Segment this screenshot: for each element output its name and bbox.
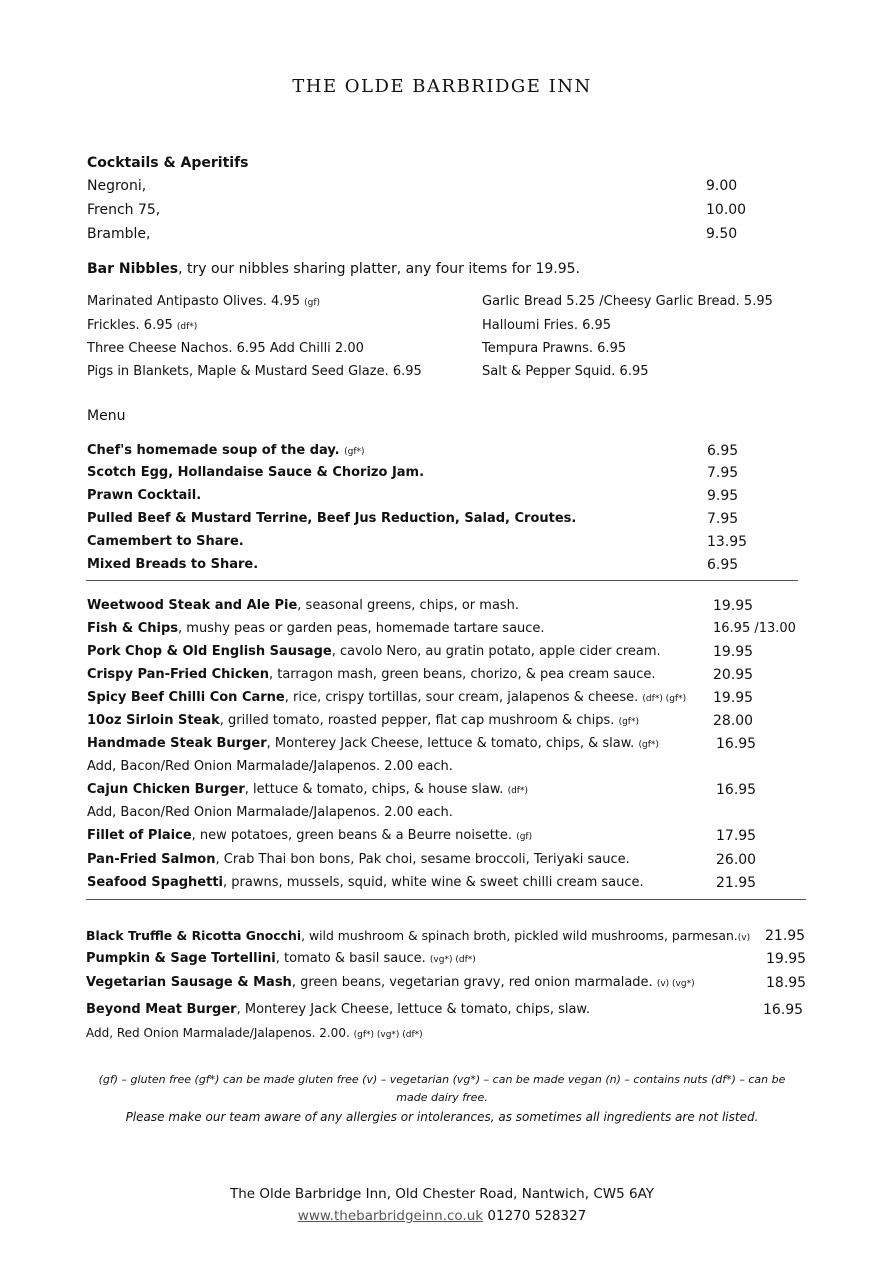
starter-item: Prawn Cocktail. — [87, 488, 202, 503]
veg-price: 21.95 — [765, 928, 806, 944]
cocktail-price: 10.00 — [706, 202, 747, 218]
main-item: Fish & Chips, mushy peas or garden peas, homemade tartare sauce. — [87, 621, 545, 636]
footer-address: The Olde Barbridge Inn, Old Chester Road, Nantwich, CW5 6AY — [229, 1186, 655, 1202]
starter-price: 6.95 — [707, 443, 739, 459]
starter-item: Chef's homemade soup of the day. (gf*) — [87, 443, 365, 458]
allergen-legend: (gf) – gluten free (gf*) can be made gluten free (v) – vegetarian (vg*) – can be made vegan (n) – contains nuts (df*) – can be — [98, 1073, 786, 1086]
starter-price: 9.95 — [707, 488, 739, 504]
main-item: Fillet of Plaice, new potatoes, green beans & a Beurre noisette. (gf) — [87, 828, 533, 843]
main-price: 21.95 — [716, 875, 757, 891]
starter-item: Camembert to Share. — [87, 534, 244, 549]
starter-item: Pulled Beef & Mustard Terrine, Beef Jus Reduction, Salad, Croutes. — [87, 511, 577, 526]
footer-contact — [0, 1208, 884, 1224]
main-price: 16.95 /13.00 — [713, 621, 796, 636]
veg-item: Pumpkin & Sage Tortellini, tomato & basil sauce. (vg*) (df*) — [86, 951, 476, 966]
page-title: THE OLDE BARBRIDGE INN — [292, 76, 592, 97]
main-price: 19.95 — [713, 690, 754, 706]
veg-price: 16.95 — [763, 1002, 804, 1018]
veg-addon: Add, Red Onion Marmalade/Jalapenos. 2.00. (gf*) (vg*) (df*) — [86, 1026, 423, 1040]
main-price: 20.95 — [713, 667, 754, 683]
main-price: 26.00 — [716, 852, 757, 868]
nibble-item: Salt & Pepper Squid. 6.95 — [482, 364, 649, 379]
main-item: Cajun Chicken Burger, lettuce & tomato, chips, & house slaw. (df*) — [87, 782, 528, 797]
veg-price: 18.95 — [766, 975, 807, 991]
nibbles-intro-line — [87, 261, 580, 277]
main-price: 19.95 — [713, 644, 754, 660]
nibble-item: Tempura Prawns. 6.95 — [482, 341, 627, 356]
nibble-item: Three Cheese Nachos. 6.95 Add Chilli 2.00 — [87, 341, 364, 356]
starter-item: Mixed Breads to Share. — [87, 557, 259, 572]
main-item: Spicy Beef Chilli Con Carne, rice, crispy tortillas, sour cream, jalapenos & cheese. (df*) (gf*) — [87, 690, 687, 705]
main-addon: Add, Bacon/Red Onion Marmalade/Jalapenos. 2.00 each. — [87, 759, 453, 774]
veg-item: Vegetarian Sausage & Mash, green beans, vegetarian gravy, red onion marmalade. (v) (vg*) — [86, 975, 695, 990]
nibble-item: Garlic Bread 5.25 /Cheesy Garlic Bread. 5.95 — [482, 294, 773, 309]
allergy-notice: Please make our team aware of any allergies or intolerances, as sometimes all ingredients are not listed. — [125, 1110, 759, 1124]
divider — [86, 580, 798, 581]
main-price: 28.00 — [713, 713, 754, 729]
veg-item: Black Truffle & Ricotta Gnocchi, wild mushroom & spinach broth, pickled wild mushrooms, parmesan.(v) — [86, 928, 751, 943]
main-addon: Add, Bacon/Red Onion Marmalade/Jalapenos. 2.00 each. — [87, 805, 453, 820]
phone-number: 01270 528327 — [483, 1208, 587, 1224]
main-item: Handmade Steak Burger, Monterey Jack Cheese, lettuce & tomato, chips, & slaw. (gf*) — [87, 736, 659, 751]
cocktail-price: 9.50 — [706, 226, 738, 242]
nibble-item: Marinated Antipasto Olives. 4.95 (gf) — [87, 294, 321, 309]
main-item: Crispy Pan-Fried Chicken, tarragon mash, green beans, chorizo, & pea cream sauce. — [87, 667, 656, 682]
veg-price: 19.95 — [766, 951, 807, 967]
nibbles-heading: Bar Nibbles — [87, 261, 179, 277]
nibbles-intro: , try our nibbles sharing platter, any four items for 19.95. — [178, 261, 580, 277]
main-item: Pan-Fried Salmon, Crab Thai bon bons, Pak choi, sesame broccoli, Teriyaki sauce. — [87, 852, 630, 867]
starter-price: 13.95 — [707, 534, 748, 550]
menu-heading: Menu — [87, 408, 126, 424]
allergen-legend-cont: made dairy free. — [396, 1091, 488, 1104]
nibble-item: Frickles. 6.95 (df*) — [87, 318, 198, 333]
divider — [86, 899, 806, 900]
cocktail-name: Negroni, — [87, 178, 147, 194]
main-item: Seafood Spaghetti, prawns, mussels, squid, white wine & sweet chilli cream sauce. — [87, 875, 644, 890]
nibble-item: Pigs in Blankets, Maple & Mustard Seed Glaze. 6.95 — [87, 364, 422, 379]
starter-item: Scotch Egg, Hollandaise Sauce & Chorizo Jam. — [87, 465, 425, 480]
starter-price: 6.95 — [707, 557, 739, 573]
starter-price: 7.95 — [707, 511, 739, 527]
main-item: Pork Chop & Old English Sausage, cavolo Nero, au gratin potato, apple cider cream. — [87, 644, 661, 659]
cocktail-name: French 75, — [87, 202, 161, 218]
main-price: 16.95 — [716, 782, 757, 798]
veg-item: Beyond Meat Burger, Monterey Jack Cheese, lettuce & tomato, chips, slaw. — [86, 1002, 590, 1017]
cocktails-heading: Cocktails & Aperitifs — [87, 155, 249, 171]
main-item: Weetwood Steak and Ale Pie, seasonal greens, chips, or mash. — [87, 598, 520, 613]
cocktail-price: 9.00 — [706, 178, 738, 194]
nibble-item: Halloumi Fries. 6.95 — [482, 318, 612, 333]
main-price: 19.95 — [713, 598, 754, 614]
main-price: 16.95 — [716, 736, 757, 752]
website-link[interactable]: www.thebarbridgeinn.co.uk — [297, 1208, 484, 1224]
starter-price: 7.95 — [707, 465, 739, 481]
main-item: 10oz Sirloin Steak, grilled tomato, roasted pepper, flat cap mushroom & chips. (gf*) — [87, 713, 639, 728]
cocktail-name: Bramble, — [87, 226, 151, 242]
main-price: 17.95 — [716, 828, 757, 844]
